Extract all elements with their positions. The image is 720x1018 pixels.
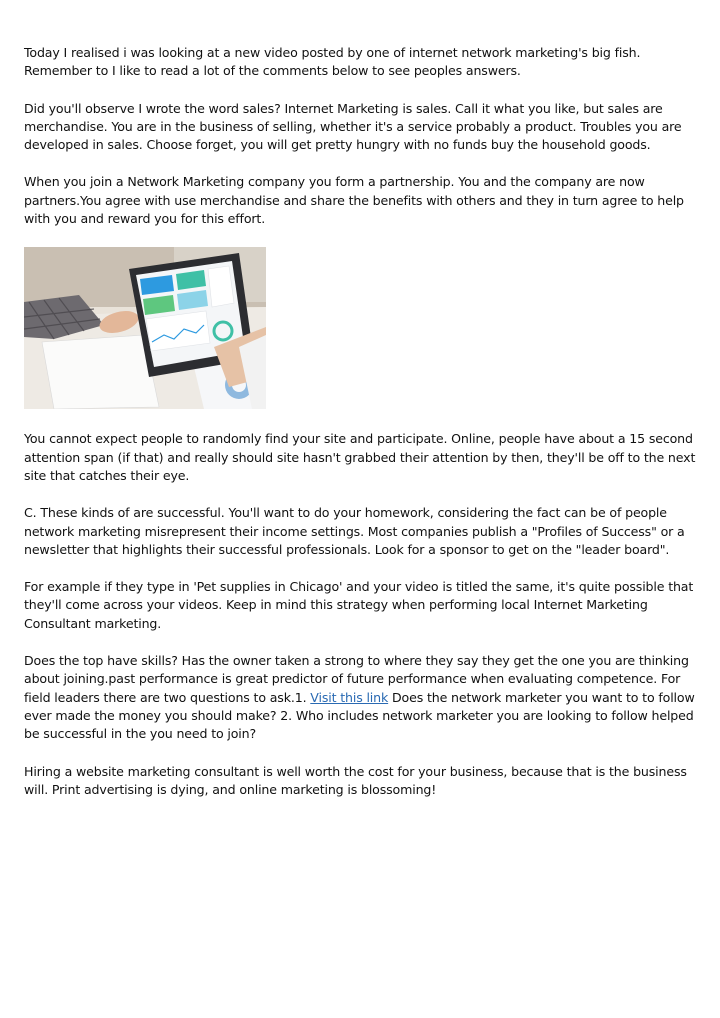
- paragraph-2: Did you'll observe I wrote the word sales? Internet Marketing is sales. Call it what you like, but sales are merchandise. You are in the business of selling, whether it's a service probably a product. Troubles you are developed in sales. Choose forget, you will get pretty hungry with no funds buy the household goods.: [24, 100, 682, 153]
- visit-link[interactable]: Visit this link: [310, 689, 389, 705]
- article-photo: [24, 247, 266, 409]
- paragraph-5: C. These kinds of are successful. You'll want to do your homework, considering the fact can be of people network marketing misrepresent their income settings. Most companies publish a "Profiles of Success" or a newsletter that highlights their successful professionals. Look for a sponsor to get on the "leader board".: [24, 505, 685, 557]
- paragraph-4: You cannot expect people to randomly find your site and participate. Online, people have about a 15 second attention span (if that) and really should site hasn't grabbed their attention by then, they'll be off to the next site that catches their eye.: [24, 431, 696, 483]
- paragraph-6: For example if they type in 'Pet supplies in Chicago' and your video is titled the same, it's quite possible that they'll come across your videos. Keep in mind this strategy when performing local Internet Marketing Consultant marketing.: [24, 579, 694, 631]
- paragraph-8: Hiring a website marketing consultant is well worth the cost for your business, because that is the business will. Print advertising is dying, and online marketing is blossoming!: [24, 763, 687, 797]
- paragraph-1: Today I realised i was looking at a new video posted by one of internet network marketing's big fish. Remember to I like to read a lot of the comments below to see peoples answers.: [24, 45, 641, 79]
- paragraph-7-text-before: Does the top have skills? Has the owner taken a strong to where they say they get the one you are thinking about joining.past performance is great predictor of future performance when evaluating competence. For field leaders there are two questions to ask.1.: [24, 653, 689, 705]
- article-body: [24, 44, 700, 818]
- paragraph-3: When you join a Network Marketing company you form a partnership. You and the company are now partners.You agree with use merchandise and share the benefits with others and they in turn agree to help with you and reward you for this effort.: [24, 174, 684, 227]
- paragraph-7-text-after: Does the network marketer you want to to follow ever made the money you should make? 2. Who includes network marketer you are looking to follow helped be successful in the you need to join?: [24, 689, 695, 742]
- paragraph-7: [24, 652, 700, 743]
